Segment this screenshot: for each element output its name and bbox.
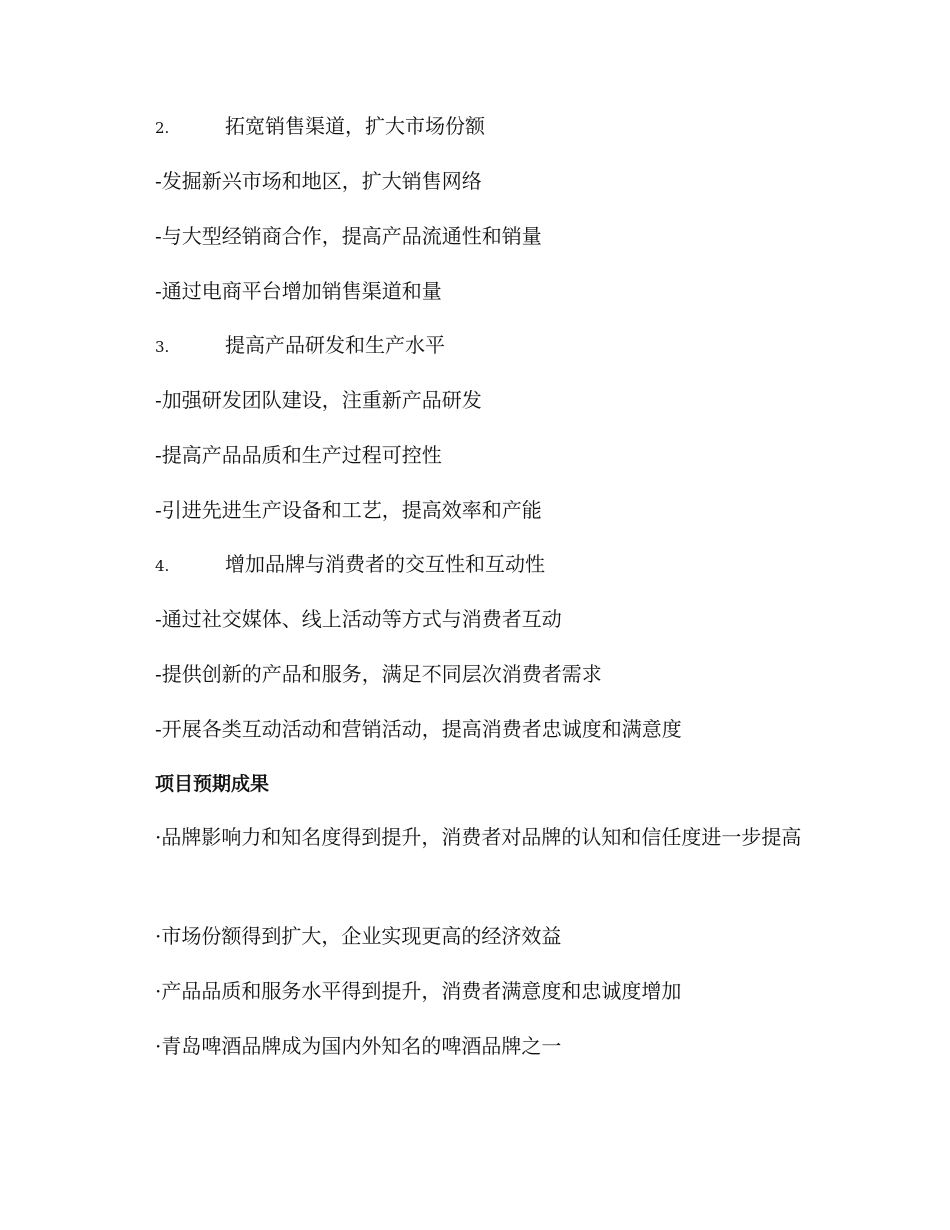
list-item: -引进先进生产设备和工艺，提高效率和产能: [155, 498, 542, 522]
section-title: 提高产品研发和生产水平: [225, 333, 445, 357]
list-item: -发掘新兴市场和地区，扩大销售网络: [155, 169, 482, 193]
list-item: -与大型经销商合作，提高产品流通性和销量: [155, 224, 542, 248]
outcomes-heading: 项目预期成果: [155, 773, 270, 795]
section-heading-2: [155, 112, 485, 142]
section-number: 4.: [155, 557, 170, 575]
list-item: -提高产品品质和生产过程可控性: [155, 443, 442, 467]
section-number: 3.: [155, 338, 170, 356]
section-title: 增加品牌与消费者的交互性和互动性: [225, 552, 545, 576]
section-heading-4: [155, 550, 545, 580]
outcome-item: ·市场份额得到扩大，企业实现更高的经济效益: [155, 924, 562, 948]
list-item: -通过电商平台增加销售渠道和量: [155, 279, 442, 303]
outcome-item: ·青岛啤酒品牌成为国内外知名的啤酒品牌之一: [155, 1034, 562, 1058]
section-heading-3: [155, 331, 445, 361]
outcome-item: ·品牌影响力和知名度得到提升，消费者对品牌的认知和信任度进一步提高: [155, 825, 802, 849]
section-number: 2.: [155, 119, 170, 137]
outcome-item: ·产品品质和服务水平得到提升，消费者满意度和忠诚度增加: [155, 979, 682, 1003]
section-title: 拓宽销售渠道，扩大市场份额: [225, 114, 485, 138]
list-item: -通过社交媒体、线上活动等方式与消费者互动: [155, 607, 562, 631]
list-item: -提供创新的产品和服务，满足不同层次消费者需求: [155, 662, 602, 686]
list-item: -开展各类互动活动和营销活动，提高消费者忠诚度和满意度: [155, 717, 682, 741]
list-item: -加强研发团队建设，注重新产品研发: [155, 388, 482, 412]
